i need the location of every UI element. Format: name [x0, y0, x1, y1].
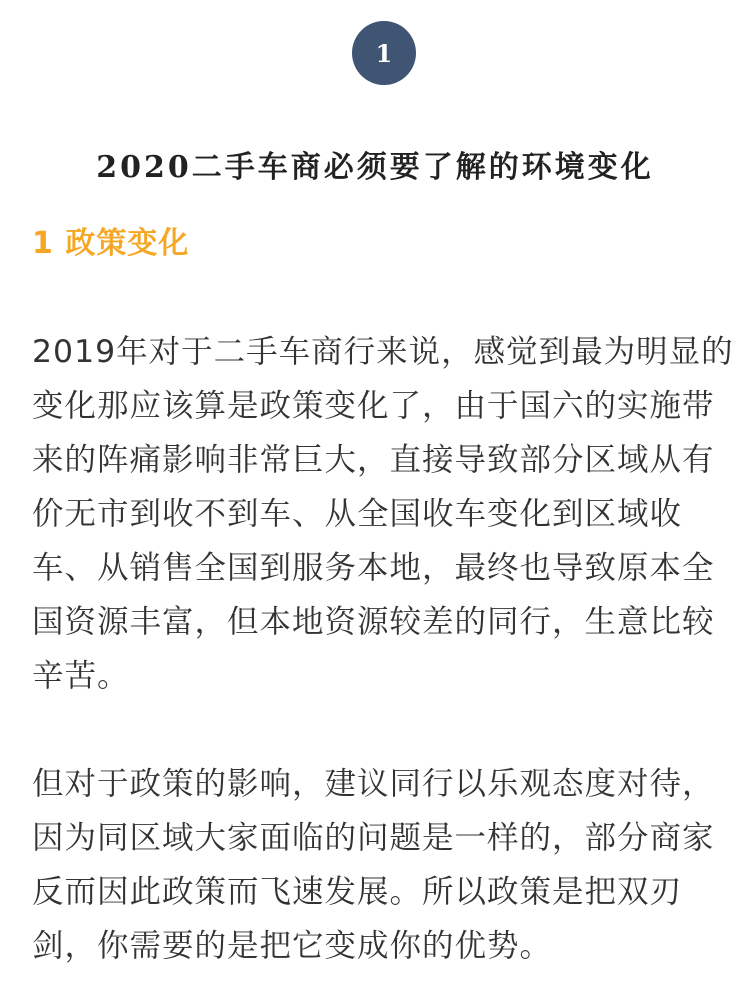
paragraph-line: 但对于政策的影响，建议同行以乐观态度对待，	[32, 766, 715, 802]
paragraph-line: 反而因此政策而飞速发展。所以政策是把双刃	[32, 874, 683, 910]
paragraph-line: 来的阵痛影响非常巨大，直接导致部分区域从有	[32, 442, 715, 478]
paragraph-line: 辛苦。	[32, 658, 130, 694]
paragraph-line: 变化那应该算是政策变化了，由于国六的实施带	[32, 388, 715, 424]
paragraph-line: 剑，你需要的是把它变成你的优势。	[32, 928, 553, 964]
paragraph-line: 国资源丰富，但本地资源较差的同行，生意比较	[32, 604, 715, 640]
paragraph-line: 价无市到收不到车、从全国收车变化到区域收	[32, 496, 683, 532]
paragraph-advice	[32, 757, 722, 973]
section-heading: 1 政策变化	[32, 226, 190, 261]
paragraph-line: 2019年对于二手车商行来说，感觉到最为明显的	[32, 334, 734, 370]
article-title: 2020二手车商必须要了解的环境变化	[96, 150, 654, 185]
paragraph-policy-change	[32, 325, 734, 703]
paragraph-line: 车、从销售全国到服务本地，最终也导致原本全	[32, 550, 715, 586]
section-number-badge: 1	[352, 21, 416, 85]
paragraph-line: 因为同区域大家面临的问题是一样的，部分商家	[32, 820, 715, 856]
